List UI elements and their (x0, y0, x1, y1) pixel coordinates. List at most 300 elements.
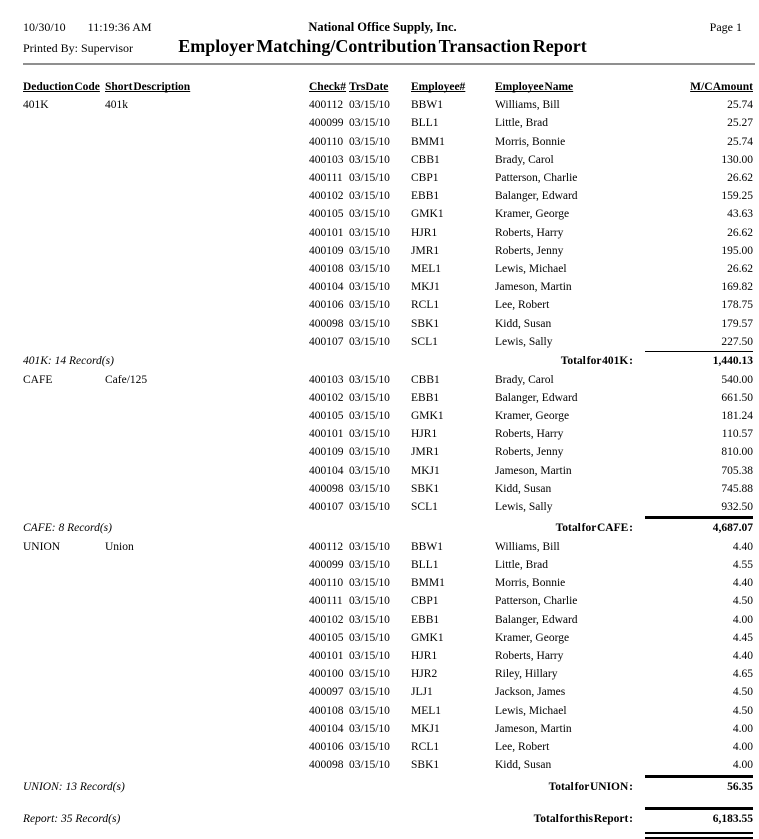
cell-employee-number: SCL1 (411, 501, 438, 514)
cell-check-number: 400109 (309, 244, 344, 257)
cell-trs-date: 03/15/10 (349, 135, 390, 148)
cell-short-description: Union (105, 540, 134, 553)
cell-trs-date: 03/15/10 (349, 172, 390, 185)
cell-employee-name: Riley, Hillary (495, 668, 558, 681)
cell-check-number: 400109 (309, 446, 344, 459)
cell-check-number: 400098 (309, 482, 344, 495)
cell-check-number: 400112 (309, 99, 344, 112)
transaction-row (0, 169, 759, 187)
cell-trs-date: 03/15/10 (349, 613, 390, 626)
cell-employee-name: Lewis, Sally (495, 335, 553, 348)
transaction-row (0, 498, 759, 516)
cell-trs-date: 03/15/10 (349, 410, 390, 423)
print-time: 11:19:36 AM (87, 20, 152, 34)
transaction-row (0, 756, 759, 774)
cell-deduction-code (23, 738, 105, 756)
cell-employee-name: Brady, Carol (495, 373, 554, 386)
col-header-mc-amount: M/C Amount (690, 81, 753, 93)
cell-employee-number: CBB1 (411, 373, 440, 386)
cell-trs-date: 03/15/10 (349, 577, 390, 590)
cell-mc-amount: 4.50 (732, 704, 753, 717)
cell-employee-name: Kramer, George (495, 410, 570, 423)
cell-deduction-code: CAFE (23, 373, 53, 386)
cell-short-description (105, 187, 305, 205)
cell-check-number: 400103 (309, 153, 344, 166)
cell-deduction-code (23, 187, 105, 205)
cell-short-description (105, 592, 305, 610)
cell-employee-number: BLL1 (411, 559, 439, 572)
section-total-label: Total for UNION : (548, 780, 633, 793)
transaction-row (0, 333, 759, 351)
cell-short-description (105, 647, 305, 665)
cell-trs-date: 03/15/10 (349, 117, 390, 130)
cell-short-description (105, 315, 305, 333)
cell-employee-name: Little, Brad (495, 559, 549, 572)
section-total-row (0, 351, 759, 371)
cell-mc-amount: 26.62 (727, 263, 753, 276)
transaction-row (0, 462, 759, 480)
cell-check-number: 400105 (309, 208, 344, 221)
cell-short-description (105, 242, 305, 260)
cell-mc-amount: 4.00 (732, 759, 753, 772)
deduction-section (0, 538, 759, 796)
cell-employee-name: Jackson, James (495, 686, 566, 699)
cell-trs-date: 03/15/10 (349, 153, 390, 166)
cell-deduction-code (23, 333, 105, 351)
cell-check-number: 400112 (309, 540, 344, 553)
cell-employee-name: Williams, Bill (495, 99, 560, 112)
cell-deduction-code (23, 114, 105, 132)
cell-employee-name: Balanger, Edward (495, 391, 578, 404)
cell-employee-number: EBB1 (411, 190, 440, 203)
cell-short-description (105, 296, 305, 314)
cell-trs-date: 03/15/10 (349, 317, 390, 330)
cell-employee-name: Kidd, Susan (495, 759, 552, 772)
cell-employee-name: Roberts, Harry (495, 226, 564, 239)
cell-deduction-code (23, 702, 105, 720)
cell-mc-amount: 43.63 (727, 208, 753, 221)
section-total-row (0, 516, 759, 538)
cell-deduction-code (23, 242, 105, 260)
cell-short-description (105, 278, 305, 296)
section-total-label: Total for CAFE : (555, 522, 633, 535)
cell-check-number: 400098 (309, 759, 344, 772)
cell-short-description (105, 702, 305, 720)
cell-check-number: 400111 (309, 595, 343, 608)
col-header-employee-name: Employee Name (495, 81, 574, 93)
cell-short-description: Cafe/125 (105, 373, 148, 386)
transaction-row (0, 738, 759, 756)
cell-deduction-code (23, 592, 105, 610)
cell-employee-name: Roberts, Harry (495, 428, 564, 441)
cell-short-description (105, 756, 305, 774)
transaction-row (0, 133, 759, 151)
cell-deduction-code (23, 756, 105, 774)
cell-mc-amount: 661.50 (721, 391, 753, 404)
cell-mc-amount: 4.40 (732, 540, 753, 553)
transaction-row (0, 371, 759, 389)
cell-mc-amount: 25.27 (727, 117, 753, 130)
cell-short-description (105, 333, 305, 351)
report-sections (0, 96, 759, 796)
cell-employee-name: Lee, Robert (495, 741, 550, 754)
cell-employee-number: EBB1 (411, 613, 440, 626)
transaction-row (0, 315, 759, 333)
section-rows (0, 96, 759, 351)
cell-check-number: 400104 (309, 281, 344, 294)
cell-deduction-code (23, 480, 105, 498)
page-header-line2 (0, 36, 759, 57)
cell-trs-date: 03/15/10 (349, 190, 390, 203)
cell-mc-amount: 169.82 (721, 281, 753, 294)
cell-check-number: 400105 (309, 631, 344, 644)
cell-deduction-code (23, 151, 105, 169)
cell-check-number: 400103 (309, 373, 344, 386)
cell-deduction-code (23, 683, 105, 701)
transaction-row (0, 592, 759, 610)
cell-short-description (105, 498, 305, 516)
cell-short-description (105, 133, 305, 151)
section-total-amount: 1,440.13 (645, 351, 753, 371)
cell-employee-name: Jameson, Martin (495, 464, 572, 477)
deduction-section (0, 371, 759, 538)
cell-check-number: 400099 (309, 117, 344, 130)
transaction-row (0, 187, 759, 205)
cell-deduction-code (23, 556, 105, 574)
cell-employee-number: EBB1 (411, 391, 440, 404)
cell-employee-name: Kramer, George (495, 631, 570, 644)
cell-deduction-code (23, 278, 105, 296)
cell-check-number: 400100 (309, 668, 344, 681)
cell-employee-name: Morris, Bonnie (495, 135, 566, 148)
section-total-amount: 56.35 (645, 775, 753, 797)
header-rule (23, 63, 755, 65)
cell-mc-amount: 810.00 (721, 446, 753, 459)
cell-short-description (105, 205, 305, 223)
cell-deduction-code (23, 498, 105, 516)
cell-mc-amount: 4.00 (732, 613, 753, 626)
transaction-row (0, 260, 759, 278)
cell-employee-number: HJR1 (411, 650, 438, 663)
transaction-row (0, 425, 759, 443)
print-date: 10/30/10 (23, 20, 66, 34)
cell-trs-date: 03/15/10 (349, 99, 390, 112)
cell-deduction-code (23, 260, 105, 278)
cell-mc-amount: 4.40 (732, 577, 753, 590)
cell-employee-number: CBP1 (411, 172, 439, 185)
cell-mc-amount: 178.75 (721, 299, 753, 312)
col-header-trsdate: TrsDate (349, 81, 389, 93)
cell-check-number: 400107 (309, 335, 344, 348)
cell-short-description (105, 151, 305, 169)
cell-mc-amount: 4.65 (732, 668, 753, 681)
cell-check-number: 400110 (309, 135, 344, 148)
cell-mc-amount: 4.00 (732, 741, 753, 754)
cell-mc-amount: 705.38 (721, 464, 753, 477)
section-record-count: UNION: 13 Record(s) (23, 780, 125, 793)
cell-mc-amount: 130.00 (721, 153, 753, 166)
cell-employee-name: Jameson, Martin (495, 281, 572, 294)
cell-deduction-code (23, 462, 105, 480)
cell-mc-amount: 159.25 (721, 190, 753, 203)
transaction-row (0, 96, 759, 114)
cell-trs-date: 03/15/10 (349, 650, 390, 663)
cell-employee-name: Morris, Bonnie (495, 577, 566, 590)
transaction-row (0, 665, 759, 683)
cell-trs-date: 03/15/10 (349, 668, 390, 681)
cell-check-number: 400108 (309, 263, 344, 276)
cell-trs-date: 03/15/10 (349, 759, 390, 772)
cell-short-description (105, 407, 305, 425)
transaction-row (0, 647, 759, 665)
cell-trs-date: 03/15/10 (349, 501, 390, 514)
cell-employee-number: GMK1 (411, 410, 444, 423)
cell-trs-date: 03/15/10 (349, 722, 390, 735)
cell-mc-amount: 4.00 (732, 722, 753, 735)
cell-employee-name: Lee, Robert (495, 299, 550, 312)
cell-short-description (105, 556, 305, 574)
section-total-amount: 4,687.07 (645, 516, 753, 538)
cell-employee-number: MKJ1 (411, 464, 440, 477)
cell-employee-name: Patterson, Charlie (495, 172, 578, 185)
cell-mc-amount: 26.62 (727, 172, 753, 185)
cell-employee-name: Lewis, Sally (495, 501, 553, 514)
cell-mc-amount: 932.50 (721, 501, 753, 514)
report-total-amount: 6,183.55 (645, 807, 753, 829)
cell-trs-date: 03/15/10 (349, 559, 390, 572)
cell-deduction-code (23, 224, 105, 242)
cell-trs-date: 03/15/10 (349, 244, 390, 257)
cell-deduction-code (23, 389, 105, 407)
cell-mc-amount: 4.50 (732, 686, 753, 699)
cell-employee-name: Balanger, Edward (495, 190, 578, 203)
section-rows (0, 538, 759, 775)
cell-trs-date: 03/15/10 (349, 281, 390, 294)
cell-short-description (105, 462, 305, 480)
cell-check-number: 400110 (309, 577, 344, 590)
cell-short-description: 401k (105, 99, 128, 112)
company-name: National Office Supply, Inc. (308, 20, 457, 34)
cell-employee-name: Brady, Carol (495, 153, 554, 166)
cell-trs-date: 03/15/10 (349, 595, 390, 608)
cell-mc-amount: 26.62 (727, 226, 753, 239)
cell-trs-date: 03/15/10 (349, 226, 390, 239)
cell-trs-date: 03/15/10 (349, 704, 390, 717)
cell-deduction-code (23, 296, 105, 314)
cell-employee-name: Lewis, Michael (495, 704, 567, 717)
transaction-row (0, 443, 759, 461)
cell-mc-amount: 179.57 (721, 317, 753, 330)
cell-check-number: 400104 (309, 464, 344, 477)
cell-trs-date: 03/15/10 (349, 391, 390, 404)
cell-employee-number: SCL1 (411, 335, 438, 348)
cell-deduction-code (23, 315, 105, 333)
cell-trs-date: 03/15/10 (349, 482, 390, 495)
cell-employee-number: RCL1 (411, 741, 440, 754)
print-datetime (23, 20, 308, 35)
cell-trs-date: 03/15/10 (349, 299, 390, 312)
cell-short-description (105, 169, 305, 187)
cell-short-description (105, 611, 305, 629)
cell-employee-number: GMK1 (411, 631, 444, 644)
cell-employee-name: Roberts, Jenny (495, 244, 564, 257)
cell-mc-amount: 4.50 (732, 595, 753, 608)
cell-employee-name: Balanger, Edward (495, 613, 578, 626)
transaction-row (0, 611, 759, 629)
transaction-row (0, 538, 759, 556)
cell-check-number: 400101 (309, 226, 344, 239)
cell-short-description (105, 425, 305, 443)
col-header-employee-num: Employee# (411, 81, 466, 93)
cell-short-description (105, 665, 305, 683)
cell-deduction-code (23, 425, 105, 443)
cell-employee-number: SBK1 (411, 482, 440, 495)
cell-employee-number: BBW1 (411, 540, 443, 553)
cell-employee-number: CBB1 (411, 153, 440, 166)
cell-employee-number: GMK1 (411, 208, 444, 221)
report-title: Employer Matching/Contribution Transaction Report (178, 36, 587, 56)
transaction-row (0, 151, 759, 169)
transaction-row (0, 296, 759, 314)
cell-check-number: 400102 (309, 613, 344, 626)
cell-employee-number: RCL1 (411, 299, 440, 312)
cell-mc-amount: 4.45 (732, 631, 753, 644)
section-total-row (0, 775, 759, 797)
cell-employee-number: BMM1 (411, 135, 445, 148)
cell-employee-number: JMR1 (411, 244, 440, 257)
transaction-row (0, 224, 759, 242)
transaction-row (0, 629, 759, 647)
cell-employee-number: BBW1 (411, 99, 443, 112)
cell-check-number: 400099 (309, 559, 344, 572)
cell-check-number: 400102 (309, 190, 344, 203)
cell-deduction-code (23, 647, 105, 665)
report-record-count: Report: 35 Record(s) (23, 813, 121, 826)
cell-trs-date: 03/15/10 (349, 446, 390, 459)
cell-check-number: 400108 (309, 704, 344, 717)
printed-by: Printed By: Supervisor (23, 41, 133, 55)
cell-check-number: 400111 (309, 172, 343, 185)
cell-employee-name: Little, Brad (495, 117, 549, 130)
col-header-check: Check# (309, 81, 347, 93)
cell-short-description (105, 629, 305, 647)
cell-trs-date: 03/15/10 (349, 208, 390, 221)
section-rows (0, 371, 759, 517)
cell-employee-number: BMM1 (411, 577, 445, 590)
cell-employee-name: Williams, Bill (495, 540, 560, 553)
cell-employee-number: MKJ1 (411, 281, 440, 294)
cell-deduction-code (23, 720, 105, 738)
cell-deduction-code: UNION (23, 540, 61, 553)
transaction-row (0, 114, 759, 132)
cell-short-description (105, 738, 305, 756)
cell-employee-number: BLL1 (411, 117, 439, 130)
cell-employee-number: CBP1 (411, 595, 439, 608)
section-record-count: 401K: 14 Record(s) (23, 355, 114, 368)
page-header-line1 (0, 20, 759, 35)
col-header-deduction-code: Deduction Code (23, 81, 100, 93)
transaction-row (0, 205, 759, 223)
cell-short-description (105, 114, 305, 132)
cell-check-number: 400101 (309, 428, 344, 441)
cell-trs-date: 03/15/10 (349, 335, 390, 348)
cell-mc-amount: 110.57 (721, 428, 753, 441)
cell-deduction-code: 401K (23, 99, 49, 112)
cell-employee-number: SBK1 (411, 317, 440, 330)
cell-deduction-code (23, 629, 105, 647)
cell-deduction-code (23, 407, 105, 425)
cell-employee-name: Lewis, Michael (495, 263, 567, 276)
cell-mc-amount: 745.88 (721, 482, 753, 495)
cell-deduction-code (23, 611, 105, 629)
cell-mc-amount: 540.00 (721, 373, 753, 386)
transaction-row (0, 720, 759, 738)
cell-deduction-code (23, 574, 105, 592)
cell-check-number: 400102 (309, 391, 344, 404)
cell-short-description (105, 480, 305, 498)
cell-trs-date: 03/15/10 (349, 631, 390, 644)
transaction-row (0, 702, 759, 720)
cell-check-number: 400101 (309, 650, 344, 663)
cell-deduction-code (23, 205, 105, 223)
col-header-short-description: Short Description (105, 81, 191, 93)
transaction-row (0, 683, 759, 701)
cell-check-number: 400106 (309, 741, 344, 754)
cell-employee-name: Patterson, Charlie (495, 595, 578, 608)
cell-short-description (105, 574, 305, 592)
transaction-row (0, 278, 759, 296)
cell-trs-date: 03/15/10 (349, 686, 390, 699)
cell-trs-date: 03/15/10 (349, 540, 390, 553)
cell-employee-number: HJR1 (411, 226, 438, 239)
section-record-count: CAFE: 8 Record(s) (23, 522, 112, 535)
cell-employee-number: MKJ1 (411, 722, 440, 735)
cell-employee-name: Roberts, Jenny (495, 446, 564, 459)
cell-trs-date: 03/15/10 (349, 464, 390, 477)
cell-check-number: 400097 (309, 686, 344, 699)
cell-employee-name: Kidd, Susan (495, 482, 552, 495)
cell-employee-name: Roberts, Harry (495, 650, 564, 663)
report-total-row (0, 807, 759, 829)
cell-employee-number: HJR1 (411, 428, 438, 441)
cell-check-number: 400098 (309, 317, 344, 330)
transaction-row (0, 574, 759, 592)
cell-short-description (105, 260, 305, 278)
cell-employee-name: Jameson, Martin (495, 722, 572, 735)
column-headers (0, 78, 759, 96)
cell-employee-number: JMR1 (411, 446, 440, 459)
cell-short-description (105, 683, 305, 701)
cell-mc-amount: 195.00 (721, 244, 753, 257)
cell-check-number: 400106 (309, 299, 344, 312)
cell-short-description (105, 389, 305, 407)
page-number: Page 1 (709, 20, 742, 34)
report-total-label: Total for this Report : (533, 813, 633, 826)
cell-short-description (105, 443, 305, 461)
cell-deduction-code (23, 133, 105, 151)
cell-mc-amount: 4.40 (732, 650, 753, 663)
cell-mc-amount: 4.55 (732, 559, 753, 572)
cell-trs-date: 03/15/10 (349, 263, 390, 276)
cell-mc-amount: 227.50 (721, 335, 753, 348)
cell-check-number: 400105 (309, 410, 344, 423)
transaction-row (0, 407, 759, 425)
cell-employee-number: HJR2 (411, 668, 438, 681)
cell-short-description (105, 720, 305, 738)
cell-employee-number: SBK1 (411, 759, 440, 772)
cell-short-description (105, 224, 305, 242)
cell-employee-name: Kidd, Susan (495, 317, 552, 330)
